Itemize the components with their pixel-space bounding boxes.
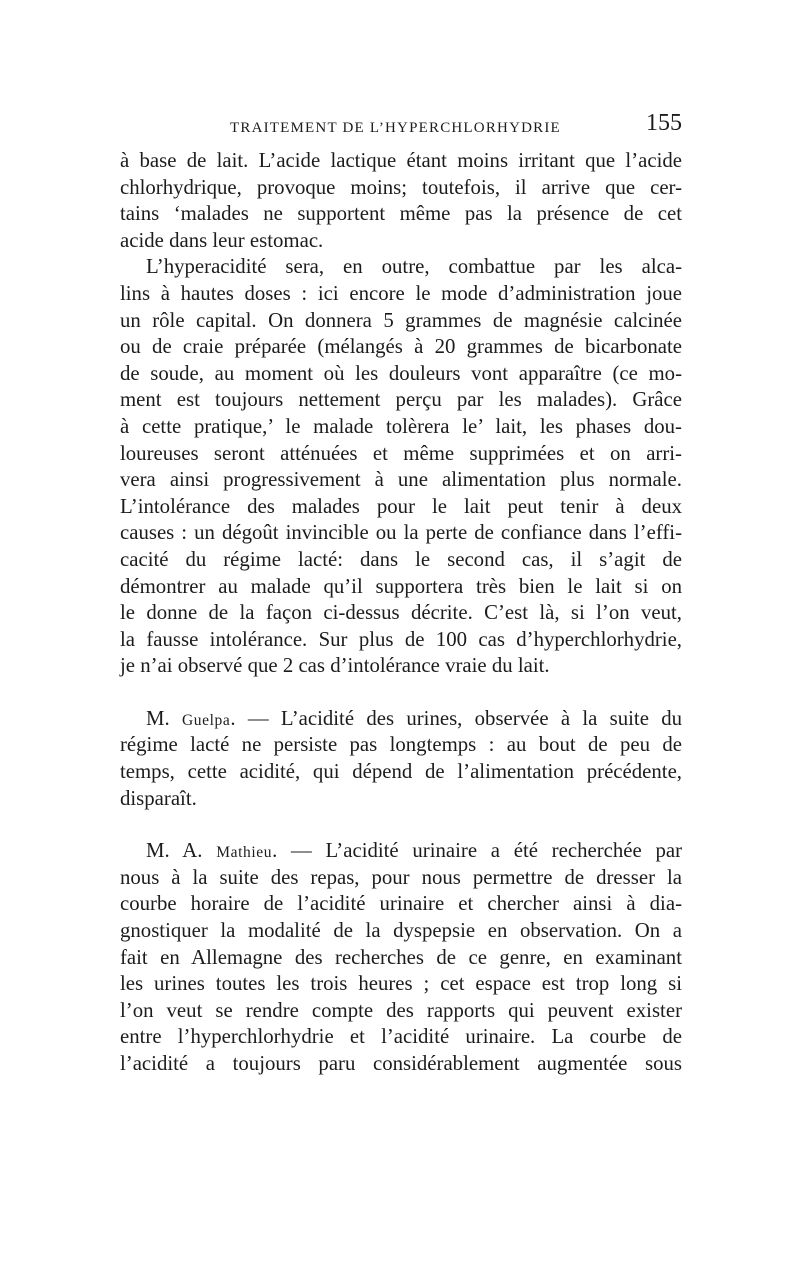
speaker-name: Mathieu: [216, 844, 273, 862]
paragraph-mathieu: [120, 838, 682, 1077]
text-line: à cette pratique,’ le malade tolèrera le’ lait, les phases dou-: [120, 414, 682, 438]
text-line: démontrer au malade qu’il supportera très bien le lait si on: [120, 574, 682, 598]
text-line: nous à la suite des repas, pour nous permettre de dresser la: [120, 865, 682, 889]
text-line: le donne de la façon ci-dessus décrite. C’est là, si l’on veut,: [120, 601, 682, 625]
text-line: gnostiquer la modalité de la dyspepsie en observation. On a: [120, 919, 682, 943]
text-line: l’on veut se rendre compte des rapports qui peuvent exister: [120, 998, 682, 1022]
text-line: courbe horaire de l’acidité urinaire et chercher ainsi à dia-: [120, 892, 682, 916]
paragraph-1: [120, 148, 682, 254]
text-line: entre l’hyperchlorhydrie et l’acidité urinaire. La courbe de: [120, 1025, 682, 1049]
text-line: acide dans leur estomac.: [120, 228, 324, 252]
text-line: ment est toujours nettement perçu par les malades). Grâce: [120, 388, 682, 412]
paragraph-2: [120, 254, 682, 680]
page-number: 155: [646, 110, 682, 136]
paragraph-gap: [120, 680, 682, 706]
text-line: L’hyperacidité sera, en outre, combattue par les alca-: [146, 255, 682, 279]
text-line: temps, cette acidité, qui dépend de l’alimentation précédente,: [120, 760, 682, 784]
text-line: cacité du régime lacté: dans le second cas, il s’agit de: [120, 547, 682, 571]
text-line: [120, 706, 682, 733]
text-line: un rôle capital. On donnera 5 grammes de magnésie calcinée: [120, 308, 682, 332]
text-line: ou de craie préparée (mélangés à 20 grammes de bicarbonate: [120, 335, 682, 359]
text-line: à base de lait. L’acide lactique étant moins irritant que l’acide: [120, 149, 682, 172]
speaker-prefix: M. A.: [146, 839, 217, 863]
speaker-prefix: M.: [146, 706, 182, 730]
book-page: [120, 108, 682, 1078]
text-line: [120, 838, 682, 865]
paragraph-guelpa: [120, 706, 682, 812]
text-line: de soude, au moment où les douleurs vont apparaître (ce mo-: [120, 361, 682, 385]
text-line: vera ainsi progressivement à une alimentation plus normale.: [120, 468, 682, 492]
body-text: [120, 148, 682, 1078]
text-line: régime lacté ne persiste pas longtemps : au bout de peu de: [120, 733, 682, 757]
text-line: fait en Allemagne des recherches de ce genre, en examinant: [120, 945, 682, 969]
speaker-text: . — L’acidité urinaire a été recherchée par: [272, 839, 682, 863]
text-line: disparaît.: [120, 786, 197, 810]
speaker-name: Guelpa: [181, 711, 231, 729]
text-line: tains ‘malades ne supportent même pas la présence de cet: [120, 202, 682, 226]
text-line: loureuses seront atténuées et même supprimées et on arri-: [120, 441, 682, 465]
page-header: [120, 108, 682, 148]
text-line: chlorhydrique, provoque moins; toutefois, il arrive que cer-: [120, 175, 682, 199]
text-line: je n’ai observé que 2 cas d’intolérance vraie du lait.: [120, 654, 550, 678]
text-line: lins à hautes doses : ici encore le mode d’administration joue: [120, 281, 682, 305]
text-line: la fausse intolérance. Sur plus de 100 cas d’hyperchlorhydrie,: [120, 627, 682, 651]
text-line: L’intolérance des malades pour le lait peut tenir à deux: [120, 494, 682, 518]
speaker-text: . — L’acidité des urines, observée à la suite du: [230, 706, 683, 730]
text-line: causes : un dégoût invincible ou la perte de confiance dans l’effi-: [120, 521, 682, 545]
text-line: les urines toutes les trois heures ; cet espace est trop long si: [120, 972, 682, 996]
text-line: l’acidité a toujours paru considérablement augmentée sous: [120, 1052, 682, 1075]
paragraph-gap: [120, 812, 682, 838]
running-head: TRAITEMENT DE L’HYPERCHLORHYDRIE: [230, 120, 561, 136]
